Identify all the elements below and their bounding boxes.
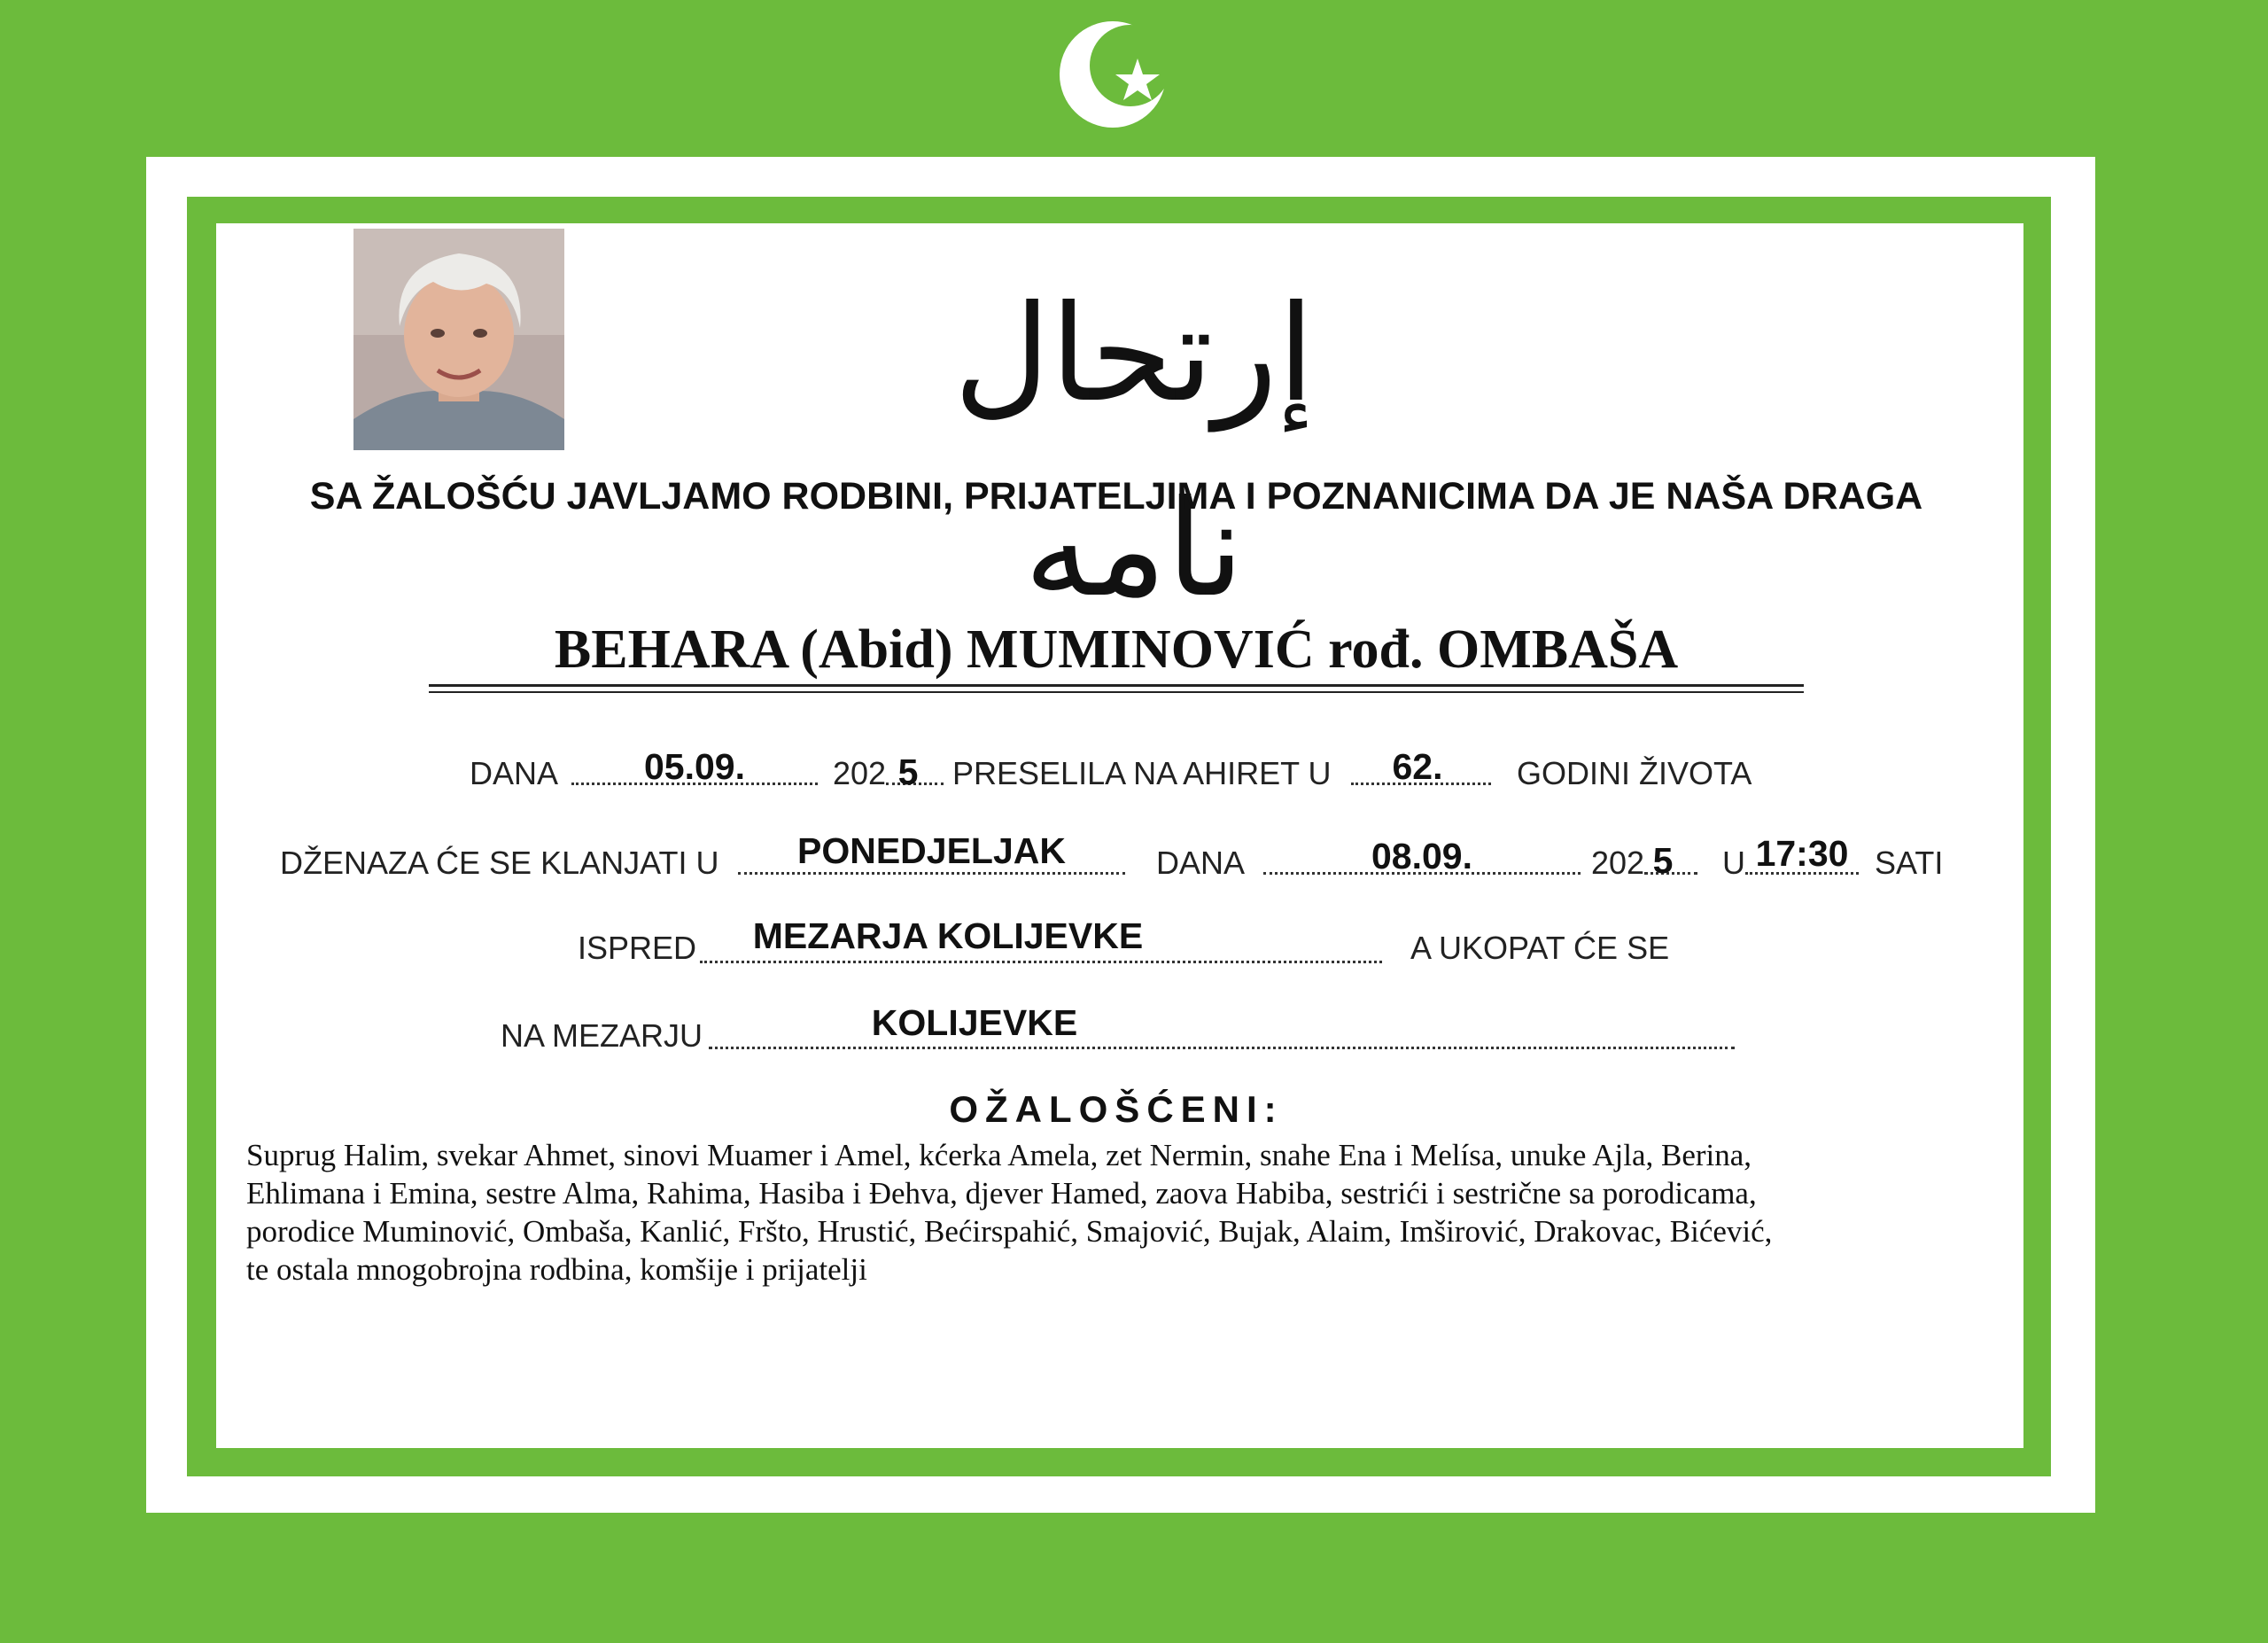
year-prefix: 202 [833,755,887,791]
funeral-day: PONEDJELJAK [796,830,1066,871]
label-preselila: PRESELILA NA AHIRET U [952,755,1332,791]
dotted-line [700,961,1382,963]
label-u: U [1722,845,1745,881]
year-digit: 5 [1652,840,1674,881]
label-godini: GODINI ŽIVOTA [1517,755,1752,791]
crescent-star-icon [1054,16,1178,131]
label-mezarju: NA MEZARJU [501,1017,703,1054]
mourners-list [246,1136,2036,1289]
label-sati: SATI [1875,845,1944,881]
year-prefix: 202 [1591,845,1645,881]
mourners-line: Suprug Halim, svekar Ahmet, sinovi Muamer i Amel, kćerka Amela, zet Nermin, snahe Ena i Melísa, unuke Ajla, Berina, [246,1138,1752,1172]
label-ukopat: A UKOPAT ĆE SE [1410,930,1670,966]
year-digit: 5 [897,751,919,792]
portrait-photo [353,229,564,450]
label-dana: DANA [470,755,559,791]
funeral-date: 08.09. [1371,836,1472,876]
age: 62. [1392,746,1443,787]
mourners-heading: OŽALOŠĆENI: [949,1088,1284,1130]
mourners-line: te ostala mnogobrojna rodbina, komšije i prijatelji [246,1252,867,1287]
arabic-title: إرتحال نامه [953,277,1315,627]
deceased-name: BEHARA (Abid) MUMINOVIĆ rođ. OMBAŠA [554,619,1679,680]
janaza-place: MEZARJA KOLIJEVKE [752,915,1144,956]
funeral-time: 17:30 [1755,833,1849,874]
burial-cemetery: KOLIJEVKE [871,1002,1078,1043]
date-of-death: 05.09. [644,746,745,787]
mourners-line: porodice Muminović, Ombaša, Kanlić, Fršto, Hrustić, Bećirspahić, Smajović, Bujak, Alaim, Imširović, Drakovac, Bićević, [246,1214,1773,1249]
announcement-intro: SA ŽALOŠĆU JAVLJAMO RODBINI, PRIJATELJIMA I POZNANICIMA DA JE NAŠA DRAGA [309,475,1923,518]
mourners-line: Ehlimana i Emina, sestre Alma, Rahima, Hasiba i Đehva, djever Hamed, zaova Habiba, sestrići i sestrične sa porodicama, [246,1176,1757,1211]
label-dzenaza: DŽENAZA ĆE SE KLANJATI U [280,845,719,881]
label-dana: DANA [1156,845,1246,881]
dotted-line [738,872,1125,875]
dotted-line [709,1047,1735,1049]
name-underline-double [429,691,1804,693]
label-ispred: ISPRED [578,930,697,966]
name-underline [429,684,1804,687]
